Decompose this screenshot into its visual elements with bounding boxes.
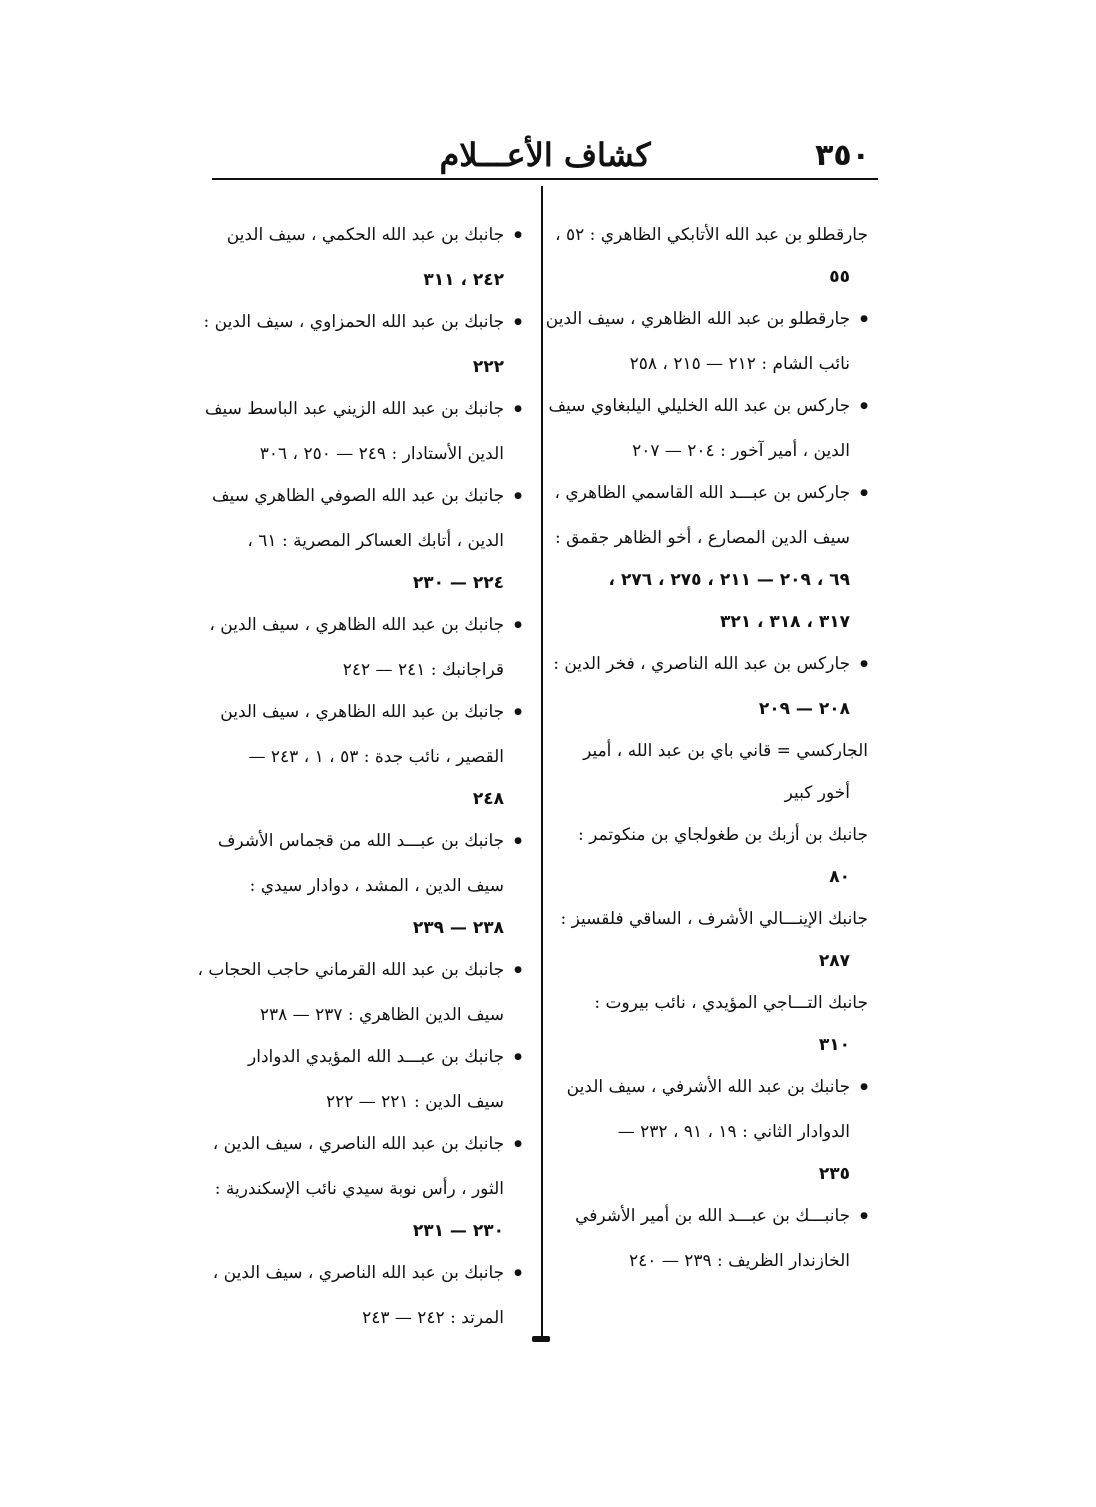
index-entry-line: ٢٢٤ — ٢٣٠ — [412, 573, 504, 593]
index-entry — [554, 472, 868, 643]
index-entry — [216, 1036, 522, 1123]
index-entry-line: ٢٣٠ — ٢٣١ — [412, 1221, 504, 1241]
index-entry-line: ٢٤٢ ، ٣١١ — [423, 270, 504, 290]
index-entry-line: الثور ، رأس نوبة سيدي نائب الإسكندرية : — [214, 1179, 504, 1199]
index-entry-line: سيف الدين الظاهري : ٢٣٧ — ٢٣٨ — [259, 1005, 504, 1025]
index-entry-line: ٢٤٨ — [472, 789, 504, 809]
index-entry-line: ● جانبك بن عبـــد الله المؤيدي الدوادار — [216, 1036, 522, 1081]
index-entry-line: ● جانبك بن عبد الله الظاهري ، سيف الدين — [216, 691, 522, 736]
index-entry-line: ٦٩ ، ٢٠٩ — ٢١١ ، ٢٧٥ ، ٢٧٦ ، — [608, 570, 850, 590]
column-divider-end-mark — [532, 1336, 550, 1342]
index-entry-line: ٣١٠ — [818, 1035, 850, 1055]
index-entry — [216, 820, 522, 949]
index-entry — [560, 898, 868, 982]
index-entry-line: ● جاركس بن عبد الله الناصري ، فخر الدين : — [560, 643, 868, 688]
index-entry — [560, 1195, 868, 1282]
index-entry-line: ● جاركس بن عبـــد الله القاسمي الظاهري ، — [560, 472, 868, 517]
index-entry-line: ٢٨٧ — [818, 951, 850, 971]
index-entry-line: ● جانبك بن عبـــد الله من قجماس الأشرف — [216, 820, 522, 865]
index-entry — [203, 301, 522, 388]
index-entry-line: ● جانبك بن عبد الله الناصري ، سيف الدين ، — [216, 1123, 522, 1168]
index-entry-line: ● جارقطلو بن عبد الله الظاهري ، سيف الدين — [560, 298, 868, 343]
index-entry-line: ٢٠٨ — ٢٠٩ — [758, 699, 850, 719]
index-entry-line: جانبك الإينـــالي الأشرف ، الساقي فلقسيز : — [560, 909, 868, 929]
index-entry-line: سيف الدين : ٢٢١ — ٢٢٢ — [325, 1092, 504, 1112]
index-entry-line: ● جاركس بن عبد الله الخليلي اليلبغاوي سيف — [560, 385, 868, 430]
index-entry-line: نائب الشام : ٢١٢ — ٢١٥ ، ٢٥٨ — [629, 354, 850, 374]
index-entry-line: ● جانبك بن عبد الله الزيني عبد الباسط سيف — [216, 388, 522, 433]
page-title: كشاف الأعـــلام — [439, 136, 651, 174]
index-entry-line: ● جانبك بن عبد الله الصوفي الظاهري سيف — [216, 475, 522, 520]
page-number: ٣٥٠ — [815, 138, 870, 173]
index-entry — [560, 730, 868, 814]
index-entry-line: جانبك التـــاجي المؤيدي ، نائب بيروت : — [594, 993, 868, 1013]
index-entry-line: قراجانبك : ٢٤١ — ٢٤٢ — [342, 660, 504, 680]
index-entry-line: ● جانبك بن عبد الله الحكمي ، سيف الدين — [216, 214, 522, 259]
index-entry-line: الدين ، أمير آخور : ٢٠٤ — ٢٠٧ — [632, 441, 850, 461]
index-entry-line: القصير ، نائب جدة : ٥٣ ، ١ ، ٢٤٣ — — [248, 747, 504, 767]
index-entry-line: ● جانبك بن عبد الله الأشرفي ، سيف الدين — [560, 1066, 868, 1111]
index-entry-line: ● جانبـــك بن عبـــد الله بن أمير الأشرفي — [560, 1195, 868, 1240]
index-entry-line: سيف الدين المصارع ، أخو الظاهر جقمق : — [554, 528, 850, 548]
index-entry-line: ٥٥ — [829, 267, 850, 287]
index-entry-line: ● جانبك بن عبد الله الحمزاوي ، سيف الدين : — [216, 301, 522, 346]
column-divider — [541, 186, 543, 1336]
index-entry-line: ● جانبك بن عبد الله الظاهري ، سيف الدين ، — [216, 604, 522, 649]
index-entry — [211, 475, 522, 604]
index-entry-line: المرتد : ٢٤٢ — ٢٤٣ — [362, 1308, 504, 1328]
index-column-right — [545, 214, 868, 1282]
index-entry — [197, 949, 522, 1036]
index-entry — [560, 982, 868, 1066]
index-column-left — [197, 214, 522, 1339]
index-entry — [560, 1066, 868, 1195]
index-entry-line: ٢٣٨ — ٢٣٩ — [412, 918, 504, 938]
index-entry-line: الخازندار الظريف : ٢٣٩ — ٢٤٠ — [629, 1251, 850, 1271]
index-entry — [548, 385, 868, 472]
index-entry-line: ٢٣٥ — [818, 1164, 850, 1184]
index-entry-line: الدين ، أتابك العساكر المصرية : ٦١ ، — [247, 531, 504, 551]
index-entry — [216, 691, 522, 820]
index-entry-line: الجاركسي = قاني باي بن عبد الله ، أمير — [583, 741, 868, 761]
index-entry — [204, 388, 522, 475]
index-entry-line: سيف الدين ، المشد ، دوادار سيدي : — [249, 876, 504, 896]
index-entry-line: ● جانبك بن عبد الله الناصري ، سيف الدين ، — [216, 1252, 522, 1297]
index-entry — [212, 1123, 522, 1252]
index-entry-line: ٢٢٢ — [472, 357, 504, 377]
index-entry — [560, 814, 868, 898]
index-entry — [216, 214, 522, 301]
index-entry-line: الدوادار الثاني : ١٩ ، ٩١ ، ٢٣٢ — — [617, 1122, 850, 1142]
page-header — [212, 130, 878, 180]
index-entry-line: الدين الأستادار : ٢٤٩ — ٢٥٠ ، ٣٠٦ — [259, 444, 504, 464]
index-entry-line: جارقطلو بن عبد الله الأتابكي الظاهري : ٥٢ ، — [555, 225, 868, 245]
index-entry-line: ٨٠ — [829, 867, 850, 887]
index-entry — [212, 1252, 522, 1339]
index-entry — [553, 643, 868, 730]
index-entry — [209, 604, 522, 691]
header-rule — [212, 178, 878, 180]
index-entry-line: ● جانبك بن عبد الله القرماني حاجب الحجاب ، — [216, 949, 522, 994]
index-entry-line: أخور كبير — [784, 783, 850, 803]
index-entry — [545, 298, 868, 385]
index-entry — [555, 214, 868, 298]
index-entry-line: جانبك بن أزبك بن طغولجاي بن منكوتمر : — [578, 825, 868, 845]
index-entry-line: ٣١٧ ، ٣١٨ ، ٣٢١ — [719, 612, 850, 632]
